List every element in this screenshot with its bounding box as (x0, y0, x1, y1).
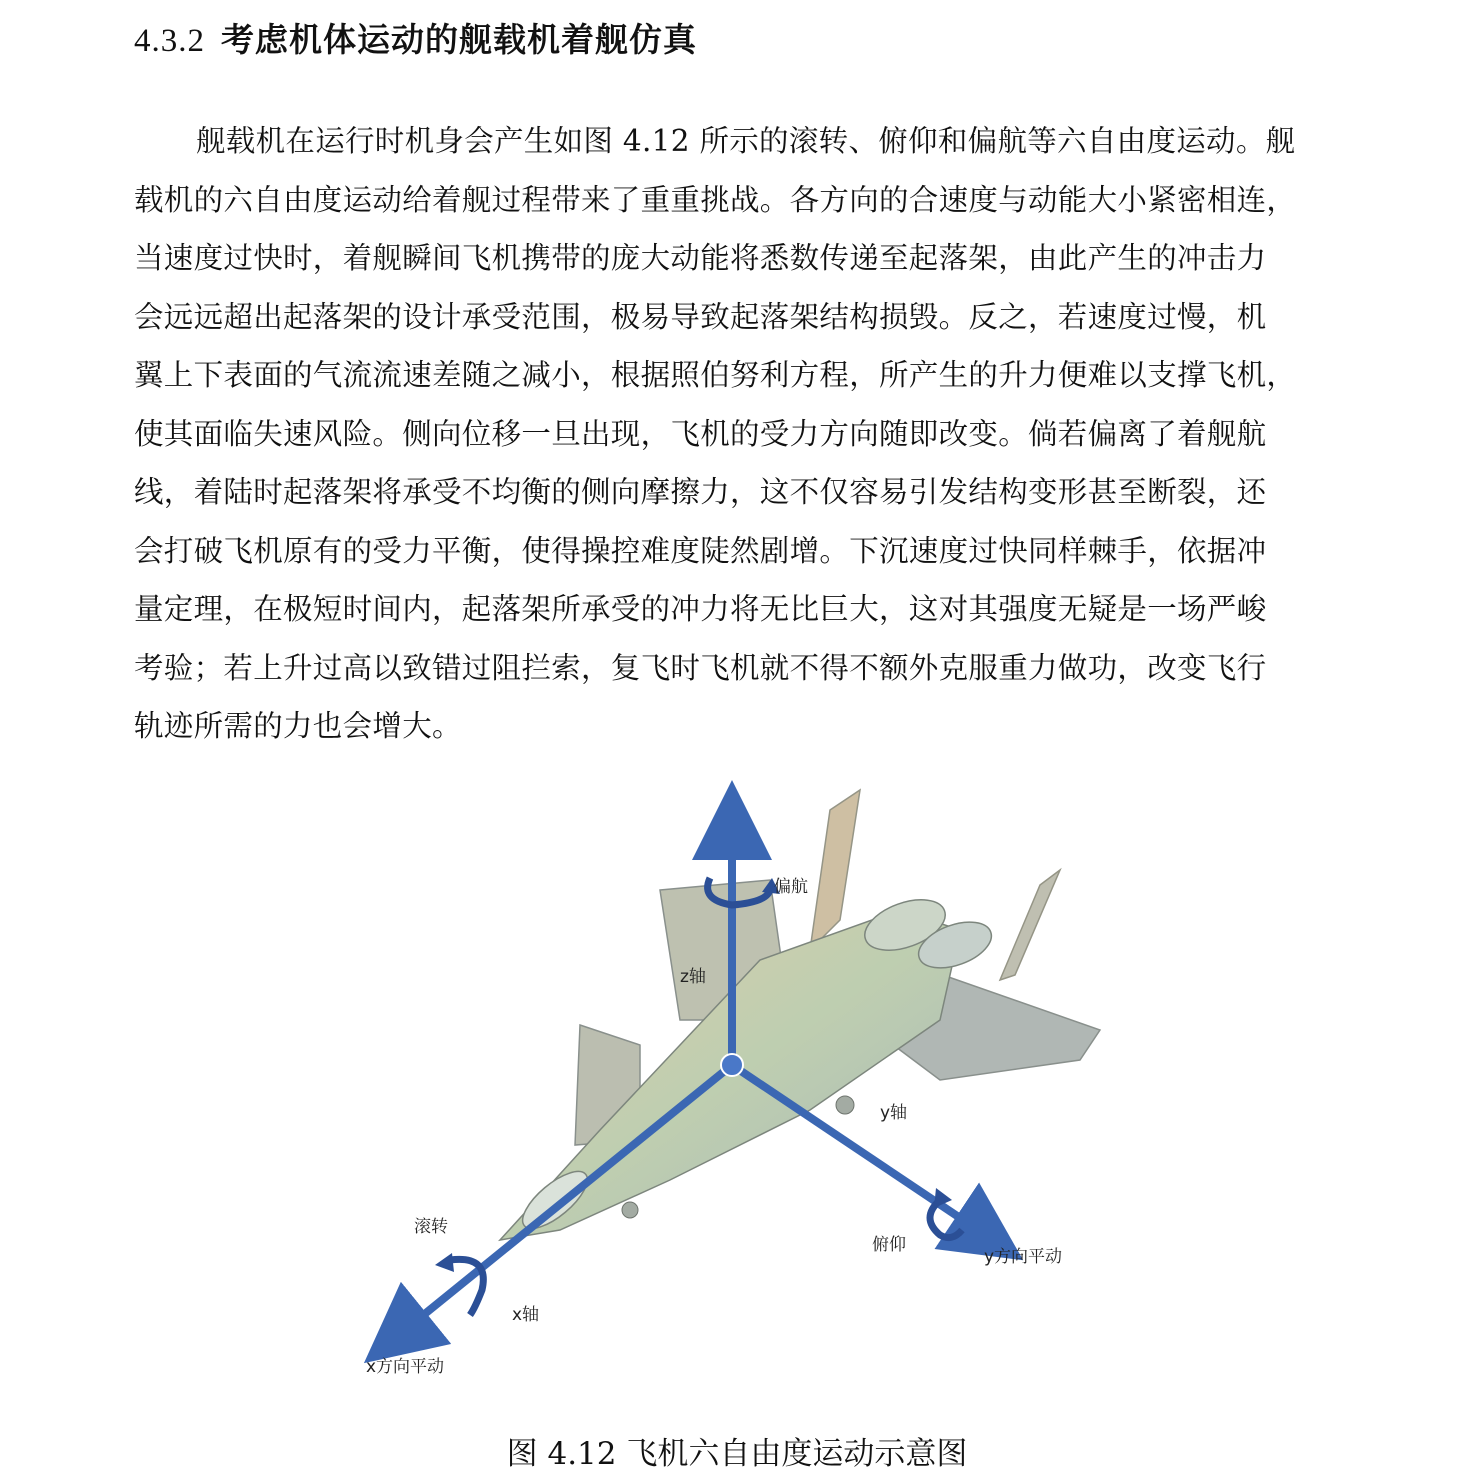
vertical-tail-left (810, 790, 860, 950)
z-axis-label: z轴 (680, 967, 706, 987)
paragraph-line: 考验；若上升过高以致错过阻拦索，复飞时飞机就不得不额外克服重力做功，改变飞行 (134, 650, 1267, 685)
yaw-label: 偏航 (774, 877, 808, 897)
paragraph-line: 翼上下表面的气流流速差随之减小，根据照伯努利方程，所产生的升力便难以支撑飞机， (134, 358, 1297, 392)
x-axis-label: x轴 (512, 1305, 540, 1325)
y-translation-label: y方向平动 (984, 1247, 1063, 1267)
paragraph-line: 会打破飞机原有的受力平衡，使得操控难度陡然剧增。下沉速度过快同样棘手，依据冲 (134, 533, 1267, 568)
paragraph-line: 轨迹所需的力也会增大。 (134, 709, 462, 743)
x-axis-arrow (395, 1065, 732, 1338)
origin-point (721, 1054, 743, 1076)
nose-gear (622, 1202, 638, 1218)
body-paragraph (134, 112, 1344, 756)
x-translation-label: x方向平动 (366, 1357, 445, 1377)
aircraft-diagram (340, 760, 1140, 1400)
section-heading (134, 14, 697, 61)
paragraph-line: 舰载机在运行时机身会产生如图 4.12 所示的滚转、俯仰和偏航等六自由度运动。舰 (196, 124, 1296, 158)
paragraph-line: 线，着陆时起落架将承受不均衡的侧向摩擦力，这不仅容易引发结构变形甚至断裂，还 (134, 475, 1267, 509)
y-axis-arrow (732, 1065, 990, 1238)
aircraft-illustration (500, 790, 1100, 1240)
main-gear (836, 1096, 854, 1114)
paragraph-line: 使其面临失速风险。侧向位移一旦出现，飞机的受力方向随即改变。倘若偏离了着舰航 (134, 416, 1267, 451)
figure-caption: 图 4.12 飞机六自由度运动示意图 (506, 1436, 968, 1472)
paragraph-line: 会远远超出起落架的设计承受范围，极易导致起落架结构损毁。反之，若速度过慢，机 (134, 299, 1267, 334)
section-title: 考虑机体运动的舰载机着舰仿真 (221, 20, 697, 59)
roll-label: 滚转 (414, 1217, 448, 1237)
paragraph-line: 当速度过快时，着舰瞬间飞机携带的庞大动能将悉数传递至起落架，由此产生的冲击力 (134, 241, 1267, 275)
pitch-label: 俯仰 (872, 1235, 906, 1255)
section-number: 4.3.2 (134, 23, 205, 59)
y-axis-label: y轴 (880, 1103, 908, 1123)
paragraph-line: 载机的六自由度运动给着舰过程带来了重重挑战。各方向的合速度与动能大小紧密相连， (134, 182, 1297, 217)
vertical-tail-right (1000, 870, 1060, 980)
figure-6dof (340, 760, 1140, 1400)
paragraph-line: 量定理，在极短时间内，起落架所承受的冲力将无比巨大，这对其强度无疑是一场严峻 (134, 592, 1267, 626)
